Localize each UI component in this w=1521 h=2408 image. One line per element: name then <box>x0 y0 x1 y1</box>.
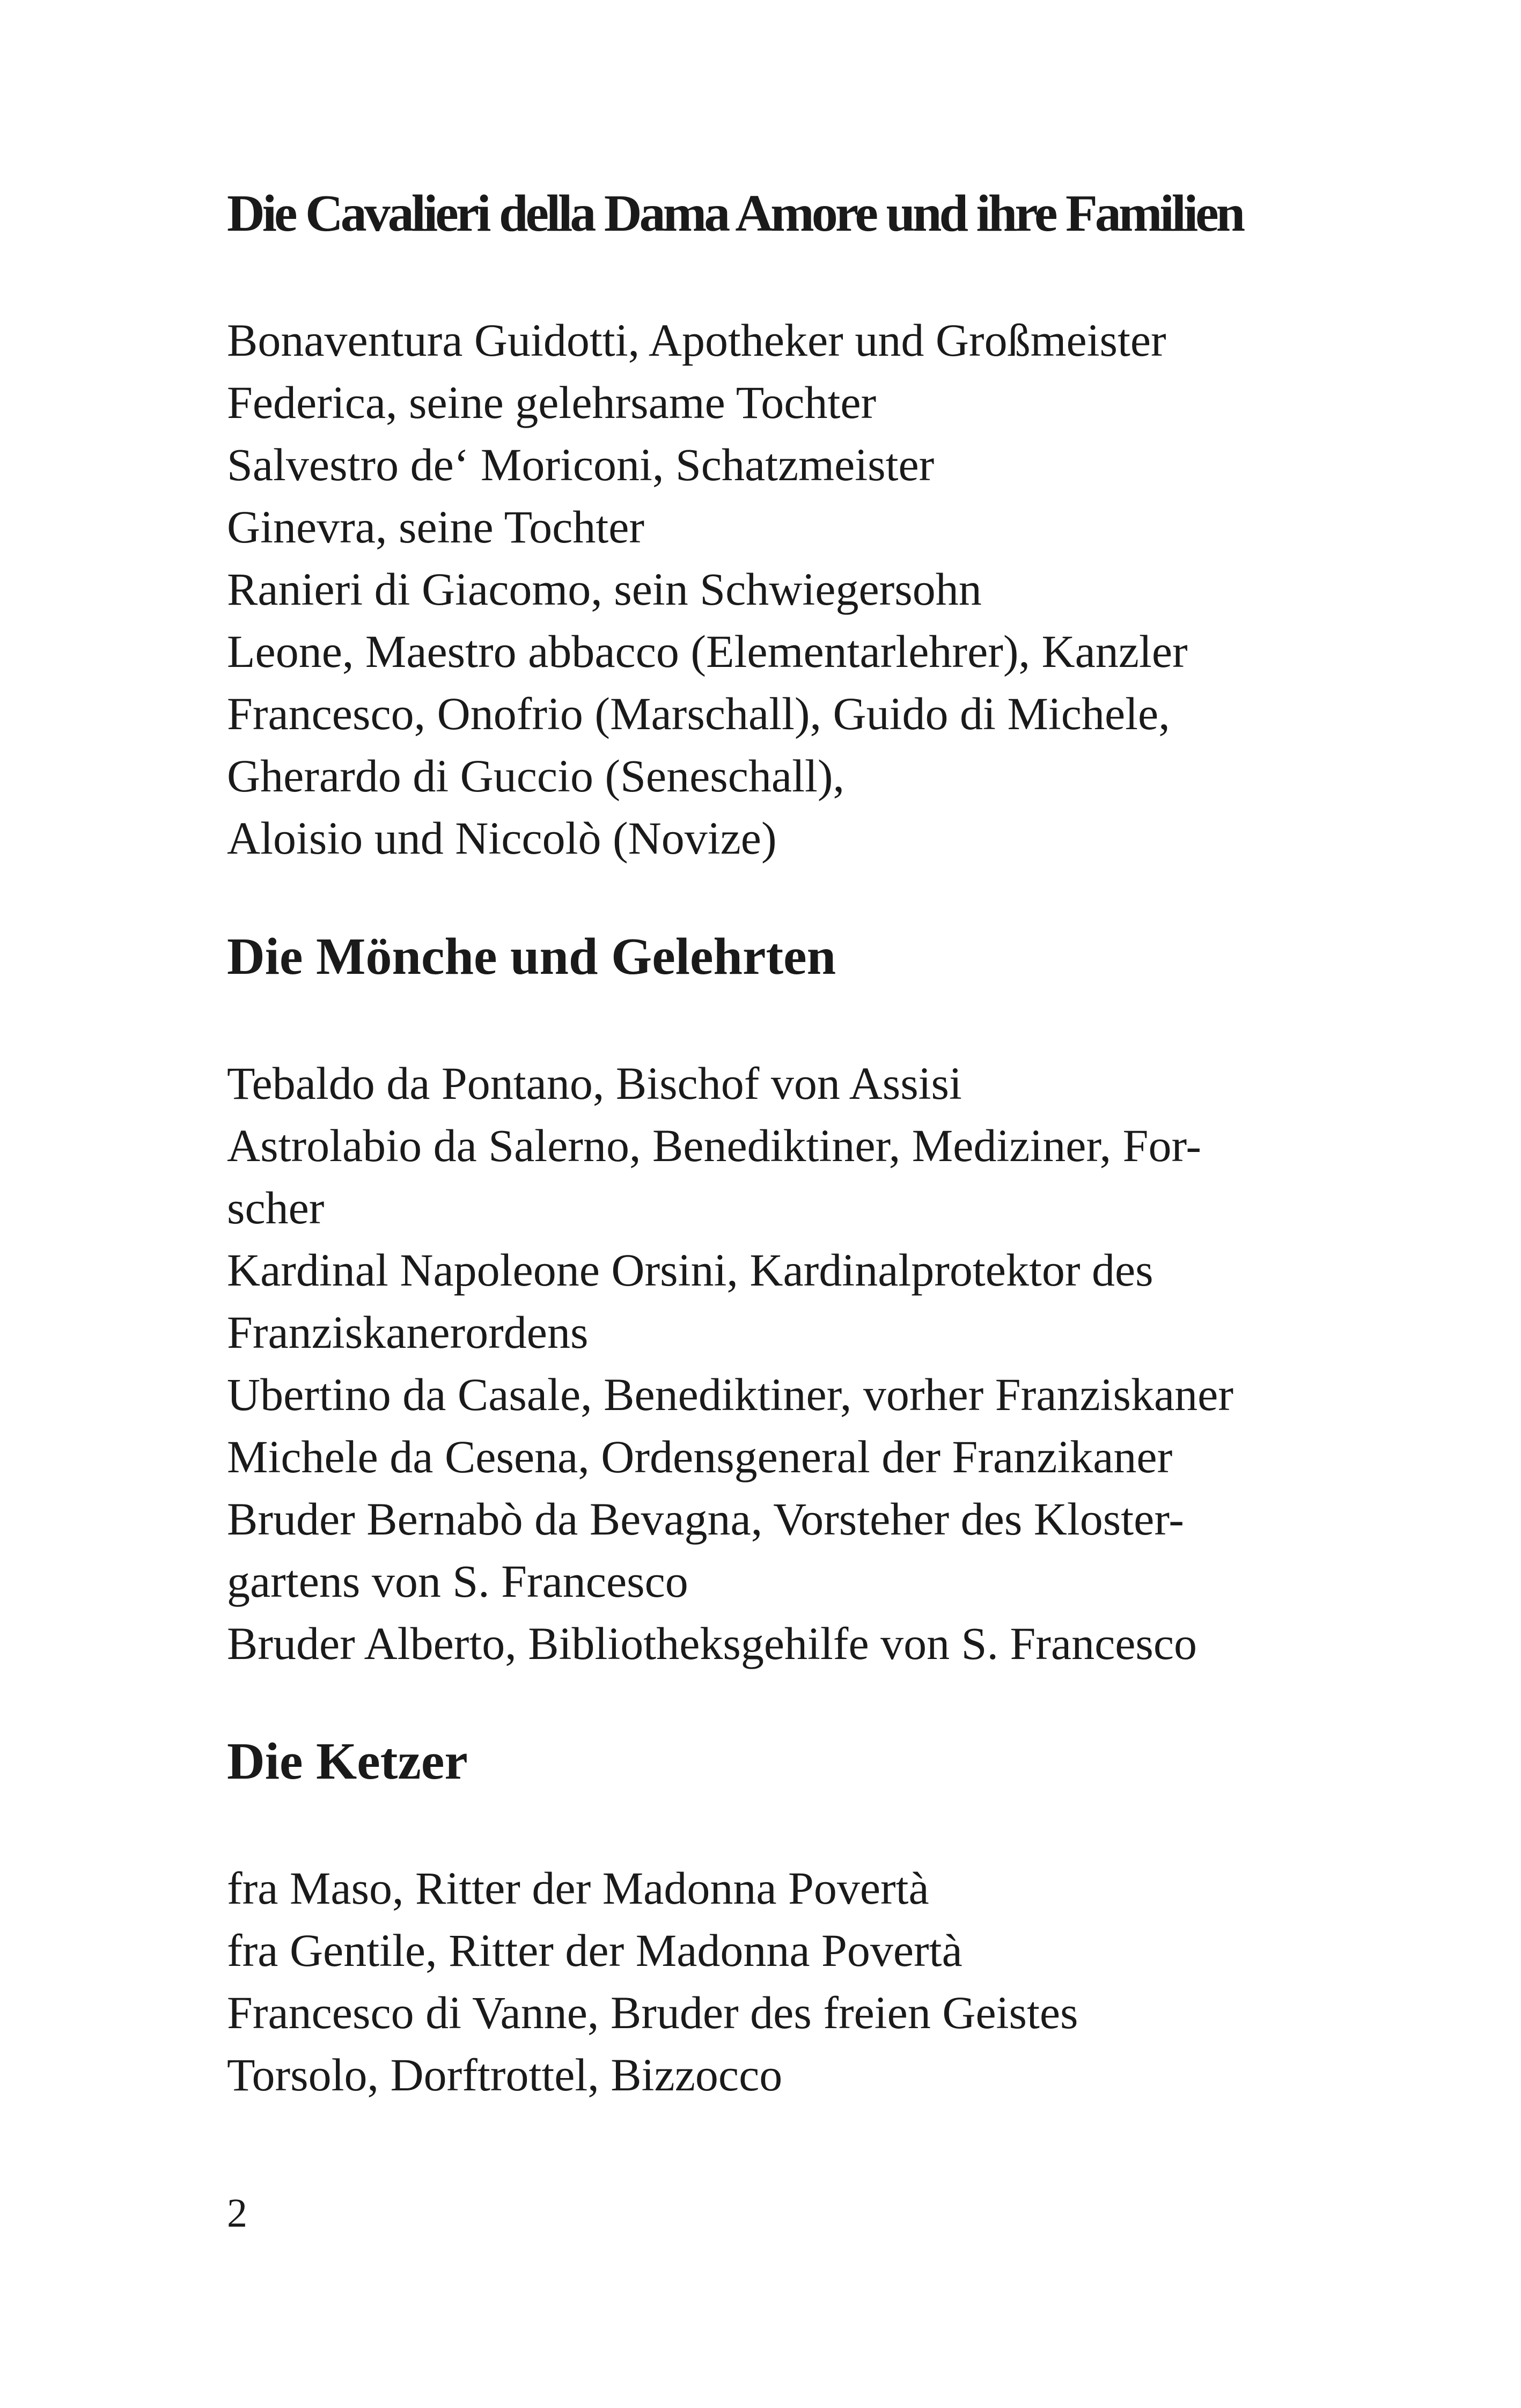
list-item: Franziskanerordens <box>227 1306 589 1358</box>
list-item: Bonaventura Guidotti, Apotheker und Großmeister <box>227 314 1166 366</box>
list-item: Bruder Bernabò da Bevagna, Vorsteher des Kloster- <box>227 1493 1184 1545</box>
list-item: Michele da Cesena, Ordensgeneral der Franzikaner <box>227 1431 1173 1482</box>
list-item: Torsolo, Dorftrottel, Bizzocco <box>227 2049 783 2101</box>
section-heading: Die Mönche und Gelehrten <box>227 928 836 986</box>
list-item: Francesco di Vanne, Bruder des freien Geistes <box>227 1987 1078 2038</box>
page-number: 2 <box>227 2191 247 2236</box>
section-heading: Die Cavalieri della Dama Amore und ihre Familien <box>227 185 1243 243</box>
list-item: Francesco, Onofrio (Marschall), Guido di Michele, <box>227 688 1170 739</box>
list-item: Ranieri di Giacomo, sein Schwiegersohn <box>227 563 982 615</box>
list-item: Aloisio und Niccolò (Novize) <box>227 812 777 864</box>
section-ketzer <box>227 1730 1375 2106</box>
list-item: Kardinal Napoleone Orsini, Kardinalprotektor des <box>227 1244 1153 1296</box>
list-item: Salvestro de‘ Moriconi, Schatzmeister <box>227 439 935 490</box>
character-list <box>227 1857 1375 2106</box>
list-item: Bruder Alberto, Bibliotheksgehilfe von S. Francesco <box>227 1618 1197 1669</box>
list-item: Gherardo di Guccio (Seneschall), <box>227 750 845 802</box>
section-cavalieri <box>227 182 1375 869</box>
section-heading: Die Ketzer <box>227 1732 468 1790</box>
list-item: Ubertino da Casale, Benediktiner, vorher Franziskaner <box>227 1369 1233 1420</box>
list-item: fra Maso, Ritter der Madonna Povertà <box>227 1862 929 1914</box>
list-item: Federica, seine gelehrsame Tochter <box>227 377 877 428</box>
section-moenche <box>227 926 1375 1675</box>
character-list <box>227 309 1375 869</box>
character-list <box>227 1052 1375 1675</box>
list-item: scher <box>227 1182 325 1234</box>
list-item: Leone, Maestro abbacco (Elementarlehrer), Kanzler <box>227 626 1188 677</box>
list-item: Ginevra, seine Tochter <box>227 501 645 553</box>
list-item: Tebaldo da Pontano, Bischof von Assisi <box>227 1058 962 1109</box>
list-item: gartens von S. Francesco <box>227 1555 688 1607</box>
list-item: Astrolabio da Salerno, Benediktiner, Mediziner, For- <box>227 1120 1202 1171</box>
list-item: fra Gentile, Ritter der Madonna Povertà <box>227 1925 962 1976</box>
